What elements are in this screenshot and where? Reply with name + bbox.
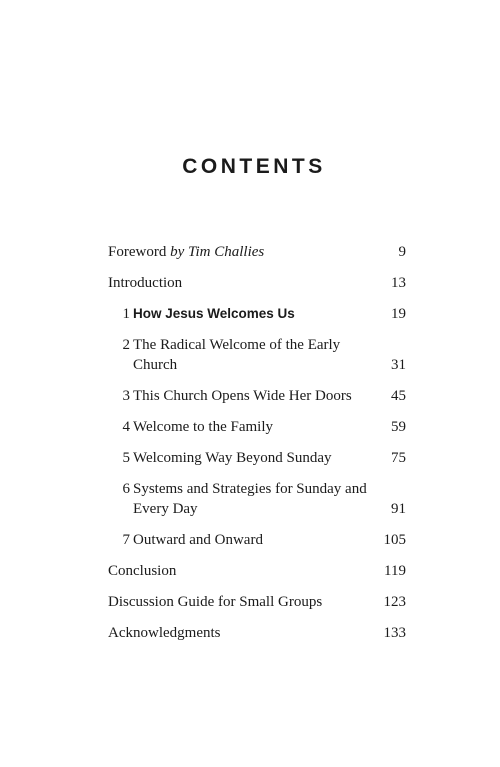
toc-entry-chapter-2 [108, 335, 406, 375]
toc-page-number: 31 [391, 357, 406, 373]
chapter-number: 4 [122, 419, 130, 435]
chapter-number: 6 [122, 481, 130, 497]
toc-page-number: 13 [391, 275, 406, 291]
chapter-number: 5 [122, 450, 130, 466]
toc-entry-label: Conclusion [108, 563, 177, 579]
chapter-number: 1 [122, 306, 130, 322]
toc-entry-label: Introduction [108, 275, 183, 291]
toc-page-number: 133 [383, 625, 406, 641]
toc-entry-label: Welcome to the Family [133, 419, 274, 435]
toc-entry-chapter-5 [108, 448, 406, 468]
toc-entry-label: The Radical Welcome of the Early Church [133, 337, 341, 373]
chapter-number: 2 [122, 337, 130, 353]
toc-page-number: 75 [391, 450, 406, 466]
toc-entry-conclusion [108, 561, 406, 581]
toc-entry-label: Outward and Onward [133, 532, 263, 548]
toc-entry-chapter-4 [108, 417, 406, 437]
toc-entry-introduction [108, 273, 406, 293]
toc-page-number: 119 [384, 563, 406, 579]
toc-entry-discussion-guide [108, 592, 406, 612]
toc-entry-label: Discussion Guide for Small Groups [108, 594, 323, 610]
toc-page-number: 123 [383, 594, 406, 610]
toc-page-number: 19 [391, 306, 406, 322]
table-of-contents [108, 242, 406, 654]
chapter-number: 7 [122, 532, 130, 548]
toc-entry-label: This Church Opens Wide Her Doors [133, 388, 352, 404]
toc-entry-chapter-7 [108, 530, 406, 550]
toc-entry-label: Foreword by Tim Challies [108, 244, 265, 260]
toc-entry-label: Welcoming Way Beyond Sunday [133, 450, 332, 466]
toc-entry-acknowledgments [108, 623, 406, 643]
toc-page-number: 59 [391, 419, 406, 435]
toc-page-number: 105 [383, 532, 406, 548]
chapter-number: 3 [122, 388, 130, 404]
toc-entry-chapter-3 [108, 386, 406, 406]
toc-entry-label: Systems and Strategies for Sunday and Every Day [133, 481, 367, 517]
toc-entry-label: How Jesus Welcomes Us [133, 306, 295, 321]
toc-page-number: 91 [391, 501, 406, 517]
toc-entry-label: Acknowledgments [108, 625, 221, 641]
toc-entry-chapter-6 [108, 479, 406, 519]
foreword-author: by Tim Challies [170, 244, 265, 260]
contents-heading: CONTENTS [182, 155, 326, 178]
toc-page-number: 9 [398, 244, 406, 260]
toc-page-number: 45 [391, 388, 406, 404]
toc-entry-chapter-1 [108, 304, 406, 324]
toc-entry-foreword [108, 242, 406, 262]
